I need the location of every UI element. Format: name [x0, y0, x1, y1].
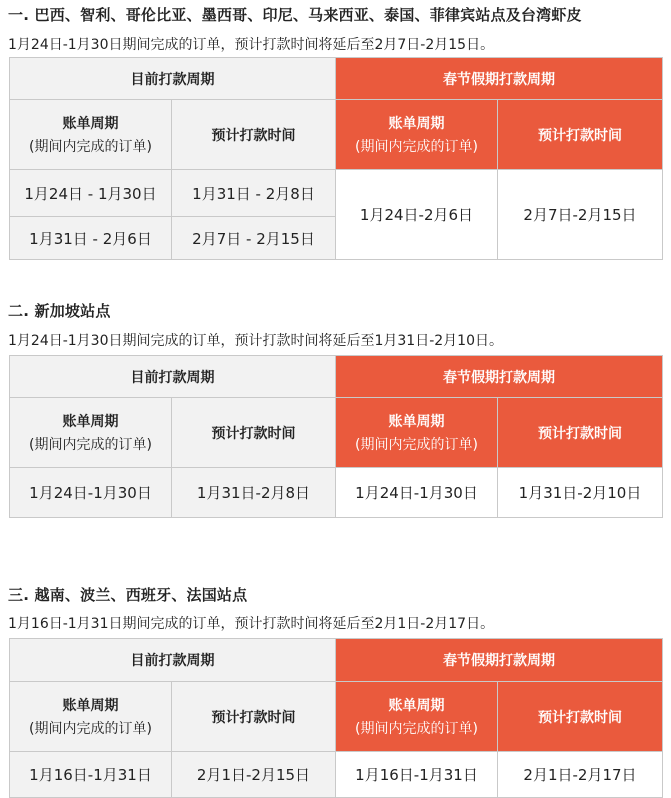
section-2-heading: 二. 新加坡站点 — [8, 302, 111, 320]
table-cell: 1月24日-2月6日 — [336, 170, 498, 260]
holiday-pay-time-header: 预计打款时间 — [498, 398, 663, 468]
holiday-bill-cycle-header: 账单周期 (期间内完成的订单) — [336, 682, 498, 752]
holiday-cycle-header: 春节假期打款周期 — [336, 58, 663, 100]
bill-cycle-header: 账单周期 (期间内完成的订单) — [10, 100, 172, 170]
table-cell: 1月16日-1月31日 — [336, 752, 498, 798]
holiday-bill-cycle-header: 账单周期 (期间内完成的订单) — [336, 398, 498, 468]
section-1-description: 1月24日-1月30日期间完成的订单，预计打款时间将延后至2月7日-2月15日。 — [8, 37, 495, 53]
table-cell: 1月31日-2月8日 — [172, 468, 336, 518]
table-cell: 1月24日-1月30日 — [336, 468, 498, 518]
pay-time-header: 预计打款时间 — [172, 398, 336, 468]
pay-time-header: 预计打款时间 — [172, 100, 336, 170]
section-3-description: 1月16日-1月31日期间完成的订单，预计打款时间将延后至2月1日-2月17日。 — [8, 616, 495, 632]
table-cell: 1月31日 - 2月8日 — [172, 170, 336, 217]
table-cell: 1月31日 - 2月6日 — [10, 217, 172, 260]
holiday-pay-time-header: 预计打款时间 — [498, 100, 663, 170]
table-cell: 2月7日-2月15日 — [498, 170, 663, 260]
section-1-table — [9, 57, 663, 260]
table-cell: 1月16日-1月31日 — [10, 752, 172, 798]
table-cell: 2月7日 - 2月15日 — [172, 217, 336, 260]
holiday-bill-cycle-header: 账单周期 (期间内完成的订单) — [336, 100, 498, 170]
bill-cycle-header: 账单周期 (期间内完成的订单) — [10, 682, 172, 752]
table-cell: 1月24日-1月30日 — [10, 468, 172, 518]
holiday-pay-time-header: 预计打款时间 — [498, 682, 663, 752]
table-cell: 1月31日-2月10日 — [498, 468, 663, 518]
section-2-table — [9, 355, 663, 518]
section-2-description: 1月24日-1月30日期间完成的订单，预计打款时间将延后至1月31日-2月10日。 — [8, 333, 503, 349]
holiday-cycle-header: 春节假期打款周期 — [336, 356, 663, 398]
table-cell: 2月1日-2月17日 — [498, 752, 663, 798]
current-cycle-header: 目前打款周期 — [10, 58, 336, 100]
section-1-heading: 一. 巴西、智利、哥伦比亚、墨西哥、印尼、马来西亚、泰国、菲律宾站点及台湾虾皮 — [8, 6, 582, 24]
current-cycle-header: 目前打款周期 — [10, 356, 336, 398]
table-cell: 1月24日 - 1月30日 — [10, 170, 172, 217]
holiday-cycle-header: 春节假期打款周期 — [336, 639, 663, 682]
section-3-heading: 三. 越南、波兰、西班牙、法国站点 — [8, 586, 248, 604]
section-3-table — [9, 638, 663, 798]
pay-time-header: 预计打款时间 — [172, 682, 336, 752]
table-cell: 2月1日-2月15日 — [172, 752, 336, 798]
current-cycle-header: 目前打款周期 — [10, 639, 336, 682]
bill-cycle-header: 账单周期 (期间内完成的订单) — [10, 398, 172, 468]
